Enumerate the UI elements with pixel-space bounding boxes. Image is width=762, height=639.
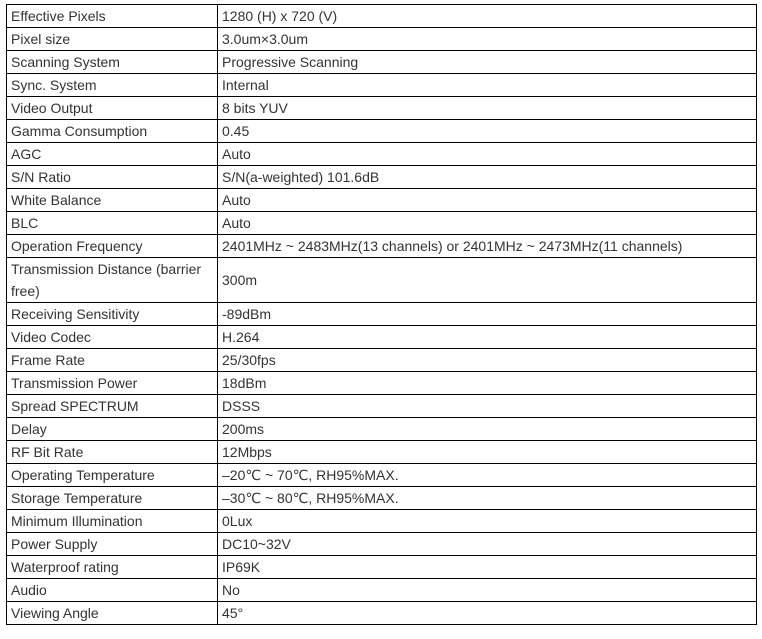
spec-value: 25/30fps [218, 349, 757, 372]
table-row [7, 258, 757, 303]
spec-value: 8 bits YUV [218, 97, 757, 120]
spec-value: 300m [218, 258, 757, 303]
spec-table-body [7, 5, 757, 625]
table-row [7, 28, 757, 51]
spec-label: Storage Temperature [7, 487, 218, 510]
spec-value: No [218, 579, 757, 602]
spec-value: 0Lux [218, 510, 757, 533]
spec-value: 1280 (H) x 720 (V) [218, 5, 757, 28]
spec-value: Progressive Scanning [218, 51, 757, 74]
spec-label: Viewing Angle [7, 602, 218, 625]
spec-label: Video Output [7, 97, 218, 120]
spec-value: –20℃ ~ 70℃, RH95%MAX. [218, 464, 757, 487]
spec-value: H.264 [218, 326, 757, 349]
spec-value: DC10~32V [218, 533, 757, 556]
table-row [7, 189, 757, 212]
table-row [7, 579, 757, 602]
spec-label: Receiving Sensitivity [7, 303, 218, 326]
spec-label: Minimum Illumination [7, 510, 218, 533]
table-row [7, 5, 757, 28]
spec-label: Waterproof rating [7, 556, 218, 579]
spec-label: Transmission Power [7, 372, 218, 395]
spec-value: 0.45 [218, 120, 757, 143]
spec-label: Scanning System [7, 51, 218, 74]
spec-label: Sync. System [7, 74, 218, 97]
table-row [7, 74, 757, 97]
table-row [7, 556, 757, 579]
table-row [7, 464, 757, 487]
table-row [7, 441, 757, 464]
spec-label: Audio [7, 579, 218, 602]
spec-value: Auto [218, 212, 757, 235]
table-row [7, 349, 757, 372]
table-row [7, 51, 757, 74]
spec-label: S/N Ratio [7, 166, 218, 189]
table-row [7, 326, 757, 349]
spec-label: BLC [7, 212, 218, 235]
table-row [7, 97, 757, 120]
spec-value: DSSS [218, 395, 757, 418]
spec-label: Operating Temperature [7, 464, 218, 487]
spec-value: Auto [218, 189, 757, 212]
table-row [7, 602, 757, 625]
spec-value: S/N(a-weighted) 101.6dB [218, 166, 757, 189]
spec-value: 3.0um×3.0um [218, 28, 757, 51]
table-row [7, 487, 757, 510]
spec-label: Transmission Distance (barrier free) [7, 258, 218, 303]
spec-label: AGC [7, 143, 218, 166]
spec-label: Operation Frequency [7, 235, 218, 258]
spec-label: Video Codec [7, 326, 218, 349]
table-row [7, 418, 757, 441]
spec-label: Spread SPECTRUM [7, 395, 218, 418]
spec-label: White Balance [7, 189, 218, 212]
spec-label: Frame Rate [7, 349, 218, 372]
spec-label: Delay [7, 418, 218, 441]
spec-value: 45° [218, 602, 757, 625]
spec-value: 18dBm [218, 372, 757, 395]
table-row [7, 212, 757, 235]
spec-label: Pixel size [7, 28, 218, 51]
table-row [7, 143, 757, 166]
table-row [7, 372, 757, 395]
spec-value: 2401MHz ~ 2483MHz(13 channels) or 2401MHz ~ 2473MHz(11 channels) [218, 235, 757, 258]
spec-table [6, 4, 757, 625]
table-row [7, 395, 757, 418]
spec-value: –30℃ ~ 80℃, RH95%MAX. [218, 487, 757, 510]
spec-value: -89dBm [218, 303, 757, 326]
spec-label: Gamma Consumption [7, 120, 218, 143]
table-row [7, 303, 757, 326]
table-row [7, 510, 757, 533]
spec-value: 200ms [218, 418, 757, 441]
table-row [7, 533, 757, 556]
spec-label: Power Supply [7, 533, 218, 556]
table-row [7, 235, 757, 258]
table-row [7, 120, 757, 143]
table-row [7, 166, 757, 189]
spec-value: IP69K [218, 556, 757, 579]
spec-value: Auto [218, 143, 757, 166]
spec-value: 12Mbps [218, 441, 757, 464]
spec-value: Internal [218, 74, 757, 97]
spec-label: Effective Pixels [7, 5, 218, 28]
spec-label: RF Bit Rate [7, 441, 218, 464]
